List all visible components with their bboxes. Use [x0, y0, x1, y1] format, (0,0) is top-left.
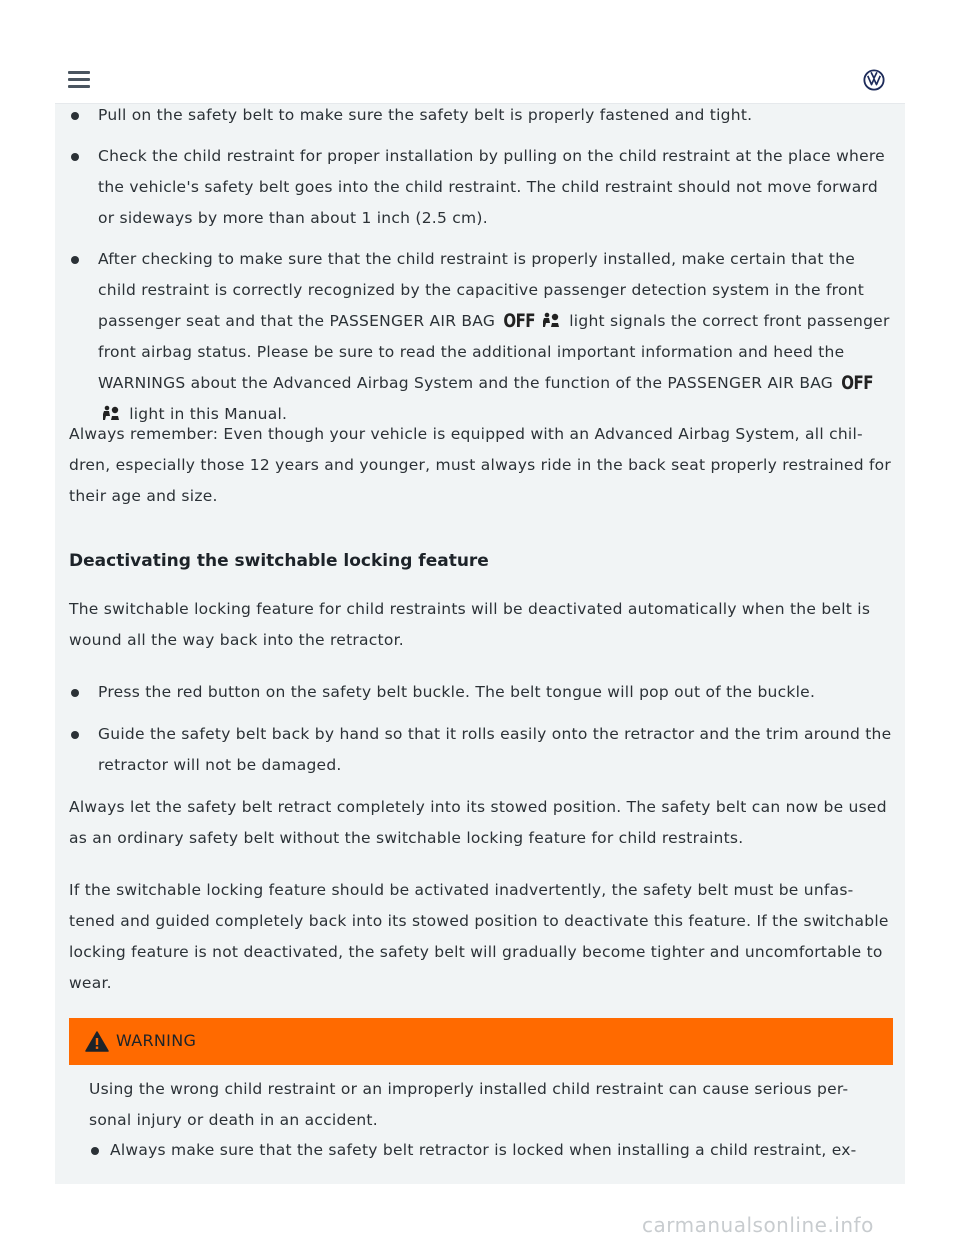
paragraph-always-let: Always let the safety belt retract completely into its stowed position. The safety belt can now be used as an ordinary safety belt without the switchable locking feature for child restraints.: [69, 798, 887, 847]
bullet-press-red-button: Press the red button on the safety belt buckle. The belt tongue will pop out of the buckle.: [69, 677, 893, 708]
off-indicator-icon: OFF: [503, 309, 536, 333]
bullet-pull-belt: Pull on the safety belt to make sure the safety belt is properly fastened and tight.: [69, 104, 893, 131]
bullet-check-restraint: Check the child restraint for proper installation by pulling on the child restraint at the place where the vehicle's safety belt goes into the child restraint. The child restraint should not move forward or sideways by more than about 1 inch (2.5 cm).: [69, 141, 893, 234]
top-bar: [55, 55, 905, 104]
bullet-after-checking-text-3: light in this Manual.: [129, 405, 288, 423]
warning-title: WARNING: [116, 1031, 197, 1050]
warning-header: [69, 1018, 893, 1065]
warning-bullet: Always make sure that the safety belt retractor is locked when installing a child restraint, ex-: [89, 1135, 879, 1166]
watermark: carmanualsonline.info: [642, 1213, 874, 1237]
bullet-after-checking-text-1: After checking to make sure that the child restraint is properly installed, make certain that the child restraint is correctly recognized by the capacitive passenger detection system in the front passenger seat and that the PASSENGER AIR BAG: [98, 250, 865, 330]
paragraph-always-remember: Always remember: Even though your vehicle is equipped with an Advanced Airbag System, all chil-dren, especially those 12 years and younger, must always ride in the back seat properly restrained for their age and size.: [69, 425, 892, 505]
vw-logo-icon[interactable]: [863, 69, 885, 91]
warning-text: Using the wrong child restraint or an improperly installed child restraint can cause serious per-sonal injury or death in an accident.: [89, 1080, 849, 1129]
bullet-guide-belt: Guide the safety belt back by hand so that it rolls easily onto the retractor and the trim around the retractor will not be damaged.: [69, 719, 893, 781]
passenger-airbag-icon: [541, 312, 561, 328]
paragraph-inadvertent: If the switchable locking feature should be activated inadvertently, the safety belt must be unfas-tened and guided completely back into its stowed position to deactivate this feature. If the switchable locking feature is not deactivated, the safety belt will gradually become tighter and uncomfortable to wear.: [69, 881, 889, 992]
manual-content: [55, 104, 905, 1184]
bullet-after-checking: [69, 244, 893, 430]
bullet-after-checking-text-2: light signals the correct front passenger front airbag status. Please be sure to read the additional important information and heed the WARNINGS about the Advanced Airbag System and the function of the PASSENGER AIR BAG: [98, 312, 890, 392]
warning-triangle-icon: [85, 1031, 109, 1052]
hamburger-menu-icon[interactable]: [68, 71, 90, 89]
paragraph-deactivated: The switchable locking feature for child restraints will be deactivated automatically when the belt is wound all the way back into the retractor.: [69, 600, 871, 649]
off-indicator-icon-2: OFF: [841, 371, 873, 395]
section-heading: Deactivating the switchable locking feature: [69, 551, 489, 571]
warning-box: [69, 1018, 893, 1184]
